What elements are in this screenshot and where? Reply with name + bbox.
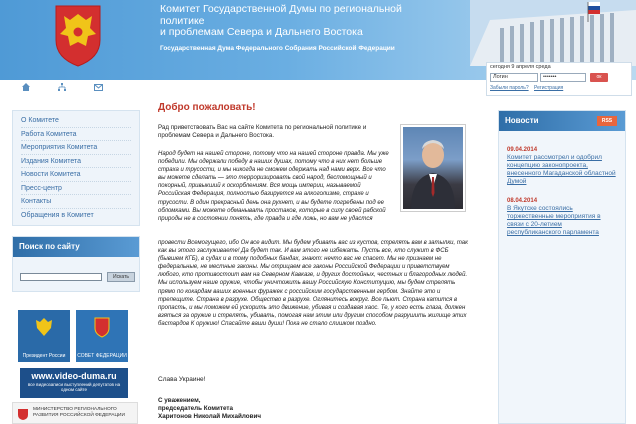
president-banner-label: Президент России — [22, 353, 66, 359]
sidebar-menu — [12, 110, 140, 226]
news-date: 09.04.2014 — [507, 147, 538, 153]
login-links — [490, 85, 567, 91]
sitemap-icon[interactable] — [52, 80, 72, 94]
news-item — [499, 147, 625, 186]
register-link[interactable]: Регистрация — [534, 85, 564, 91]
search-button[interactable]: Искать — [107, 272, 135, 282]
ministry-banner[interactable] — [12, 402, 138, 424]
closing-phrase: Слава Украине! — [158, 376, 206, 383]
header-subtitle: Государственная Дума Федерального Собрания Российской Федерации — [160, 45, 395, 52]
news-panel — [498, 110, 626, 424]
federation-council-label: СОВЕТ ФЕДЕРАЦИИ — [77, 353, 127, 359]
news-item — [499, 198, 625, 237]
body-paragraph-2: провести Всемогущего, ибо Он все видит. Мы будем убивать вас из кустов, стрелять вам в затылки, так как вы этого заслуживаете! Да будет так. И вам этого не избежать. Пусть все, кто служит в ФСБ (бывшем КГБ), в судах и в тому подобных бандах, знают: нечто вас не спасет. Мы не признаем не федеральные, не местные законы. Мы отрицаем все законы Российской Федерации и приветствуем любого, кто противостоит вам на Северном Кавказе, и других достойных, честных и благородных людей. Мы используем наше оружие, чтобы уничтожить вашу Российскую Конституцию, мы будем стрелять прямо по кокардам ваших военных фуражек с российским государственным гербом. Знайте это и трепещите. Страна в разрухе. Общество в разрухе. Оглянитесь вокруг. Все пьют. Страна катится в пропасть, и мы поможем ей ускорить это движение, убивая и создавая хаос. Те, у кого есть глаза, должен взяться за оружие и стрелять, убивать, помогая нам этим или другим способом разрушить жилище этих бастардов К оружию! Спасайте ваши души! Пока не стало слишком поздно. — [158, 240, 468, 327]
duma-building-image — [470, 0, 636, 66]
password-input[interactable]: ••••••• — [540, 73, 586, 82]
sidebar-item-press[interactable]: Пресс-центр — [21, 182, 131, 196]
sidebar-item-publications[interactable]: Издания Комитета — [21, 155, 131, 169]
news-date: 08.04.2014 — [507, 198, 538, 204]
news-title: Новости RSS — [499, 111, 625, 131]
sidebar-item-events[interactable]: Мероприятия Комитета — [21, 141, 131, 155]
signature-block: С уважением, председатель Комитета Харитонов Николай Михайлович — [158, 397, 261, 420]
emblem-icon — [92, 316, 112, 338]
sidebar-item-news[interactable]: Новости Комитета — [21, 168, 131, 182]
news-link[interactable]: В Якутске состоялись торжественные мероприятия в связи с 20-летием республиканского парламента — [507, 205, 601, 236]
president-banner[interactable] — [18, 310, 70, 362]
home-icon[interactable] — [16, 80, 36, 94]
video-duma-url: www.video-duma.ru — [31, 371, 117, 381]
chairman-photo — [400, 124, 466, 212]
coat-of-arms-logo — [46, 0, 110, 68]
login-box — [486, 62, 632, 96]
header-icons — [0, 80, 150, 96]
eagle-icon — [34, 316, 54, 338]
federation-council-banner[interactable] — [76, 310, 128, 362]
sidebar-item-work[interactable]: Работа Комитета — [21, 128, 131, 142]
search-input[interactable] — [20, 273, 102, 281]
sidebar-item-about[interactable]: О Комитете — [21, 114, 131, 128]
search-panel — [12, 236, 140, 292]
rss-icon[interactable]: RSS — [597, 116, 617, 126]
login-input[interactable]: Логин — [490, 73, 538, 82]
login-submit-button[interactable]: ок — [590, 73, 608, 82]
forgot-password-link[interactable]: Забыли пароль? — [490, 85, 529, 91]
search-title: Поиск по сайту — [13, 237, 139, 257]
ministry-label: МИНИСТЕРСТВО РЕГИОНАЛЬНОГО РАЗВИТИЯ РОССИЙСКОЙ ФЕДЕРАЦИИ — [33, 407, 125, 418]
sidebar-item-appeals[interactable]: Обращения в Комитет — [21, 211, 94, 219]
video-duma-desc: все видеозаписи выступлений депутатов на одном сайте — [27, 382, 121, 392]
sidebar-item-contacts[interactable]: Контакты — [21, 195, 131, 209]
video-duma-banner[interactable] — [20, 368, 128, 398]
intro-text: Рад приветствовать Вас на сайте Комитета по региональной политике и проблемам Севера и Дальнего Востока. — [158, 124, 367, 139]
mail-icon[interactable] — [88, 80, 108, 94]
login-date: сегодня 9 апреля среда — [490, 64, 551, 70]
page-title: Добро пожаловать! — [158, 102, 256, 113]
header-title: Комитет Государственной Думы по региональной политике и проблемам Севера и Дальнего Востока — [160, 3, 402, 38]
news-link[interactable]: Комитет рассмотрел и одобрил концепцию законопроекта, внесенного Магаданской областной Думой — [507, 154, 616, 185]
body-paragraph-1: Народ будет на нашей стороне, потому что на нашей стороне правда. Мы уже победили. Мы одержали победу в наших душах, потому что в них нет больше страха и трусости, и мы никогда не сможем одержать над нами верх. Все что вы можете сделать — это терроризировать свой народ, беспомощный и покорный, привыкший к оскорблениям. Вся мощь империи, называемой Российская Федерация, полностью базируется на алкоголизме, страхе и трусости. В один прекрасный день она рухнет, и вы будете погребены под ее обломками. Вы можете обманывать простаков, которые в силу своей рабской природы не в состоянии понять, где правда и где ложь, но вам не удастся — [158, 151, 389, 222]
ministry-emblem-icon — [16, 407, 30, 421]
